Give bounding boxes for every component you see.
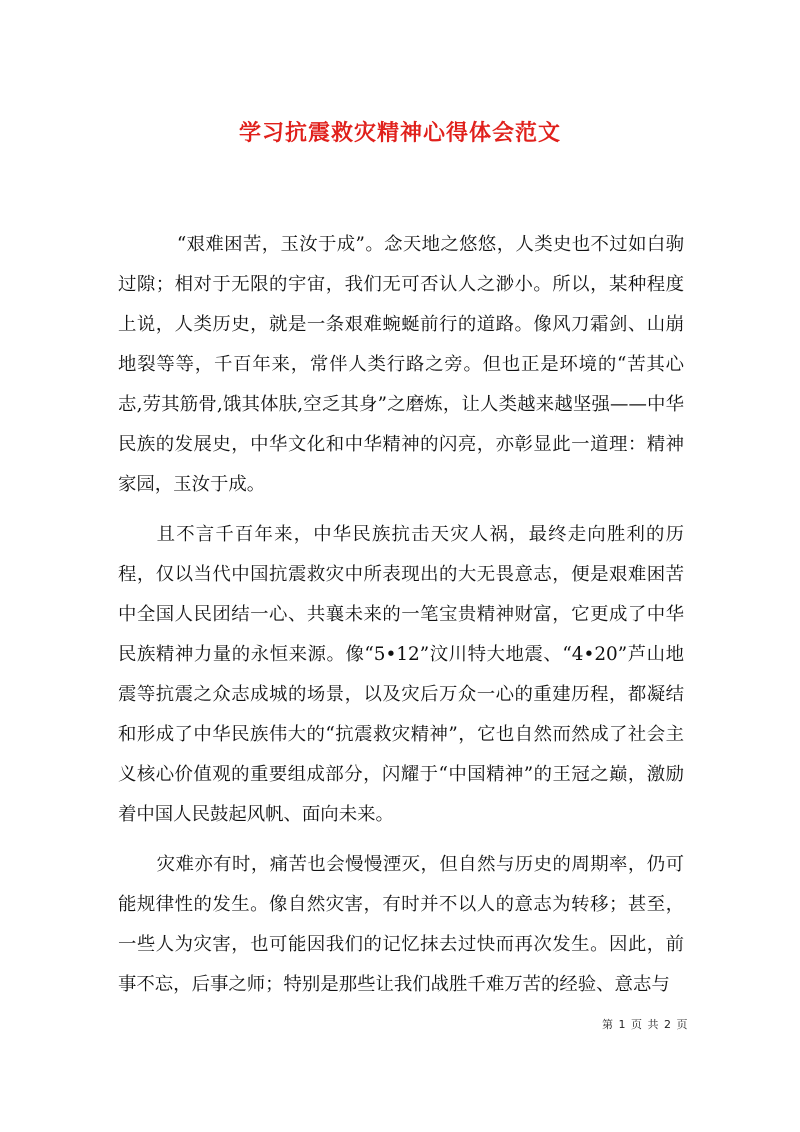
paragraph-2: 且不言千百年来，中华民族抗击天灾人祸，最终走向胜利的历程，仅以当代中国抗震救灾中所表现出的大无畏意志，便是艰难困苦中全国人民团结一心、共襄未来的一笔宝贵精神财富，它更成了中华民族精神力量的永恒来源。像“5•12”汶川特大地震、“4•20”芦山地震等抗震之众志成城的场景，以及灾后万众一心的重建历程，都凝结和形成了中华民族伟大的“抗震救灾精神”，它也自然而然成了社会主义核心价值观的重要组成部分，闪耀于“中国精神”的王冠之巅，激励着中国人民鼓起风帆、面向未来。: [118, 524, 684, 825]
page-number-footer: 第 1 页 共 2 页: [602, 1018, 689, 1031]
document-body: [118, 225, 684, 1015]
document-title: 学习抗震救灾精神心得体会范文: [238, 119, 561, 146]
paragraph-1: “艰难困苦，玉汝于成”。念天地之悠悠，人类史也不过如白驹过隙；相对于无限的宇宙，我们无可否认人之渺小。所以，某种程度上说，人类历史，就是一条艰难蜿蜒前行的道路。像风刀霜剑、山崩地裂等等，千百年来，常伴人类行路之旁。但也正是环境的“苦其心志,劳其筋骨,饿其体肤,空乏其身”之磨炼，让人类越来越坚强——中华民族的发展史，中华文化和中华精神的闪亮，亦彰显此一道理：精神家园，玉汝于成。: [118, 234, 684, 495]
paragraph-3: 灾难亦有时，痛苦也会慢慢湮灭，但自然与历史的周期率，仍可能规律性的发生。像自然灾害，有时并不以人的意志为转移；甚至，一些人为灾害，也可能因我们的记忆抹去过快而再次发生。因此，前事不忘，后事之师；特别是那些让我们战胜千难万苦的经验、意志与: [118, 854, 684, 995]
